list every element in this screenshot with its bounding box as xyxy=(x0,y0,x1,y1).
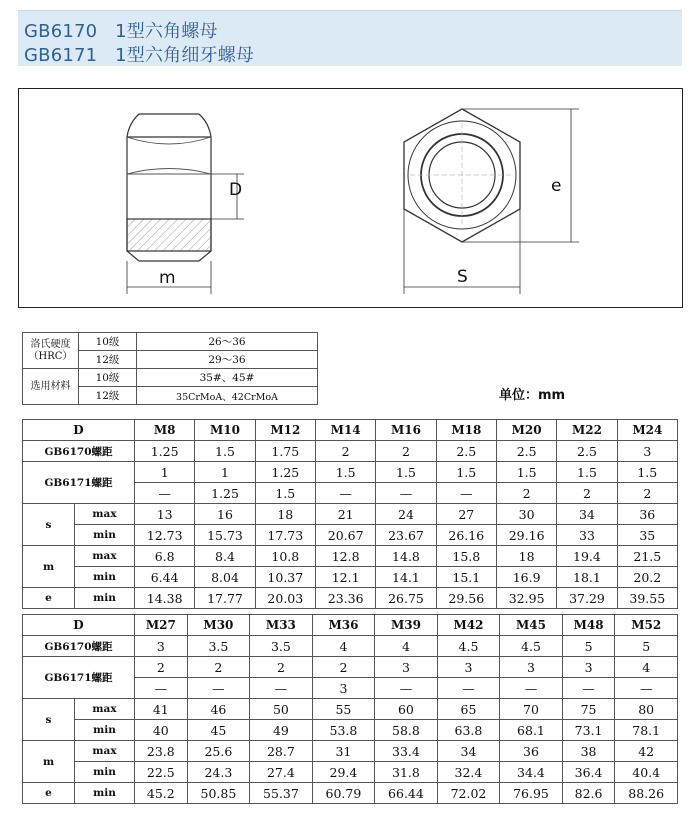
table-cell: 1.5 xyxy=(617,462,677,483)
table-cell: 2.5 xyxy=(436,441,496,462)
table-cell: 42 xyxy=(615,741,678,762)
material-value: 35#、45# xyxy=(137,369,318,387)
table-cell: 2 xyxy=(187,657,250,678)
table-cell: 40 xyxy=(135,720,188,741)
table-cell: 35 xyxy=(617,525,677,546)
group-label: s xyxy=(23,699,75,741)
table-cell: 12.73 xyxy=(135,525,195,546)
table-cell: 3 xyxy=(437,657,500,678)
table-cell: 1.25 xyxy=(195,483,255,504)
table-cell: 4 xyxy=(375,636,438,657)
hardness-label: 洛氏硬度 （HRC） xyxy=(23,333,79,369)
table-row xyxy=(23,636,678,657)
table-cell: 3 xyxy=(375,657,438,678)
group-label: m xyxy=(23,741,75,783)
table-cell: 27 xyxy=(436,504,496,525)
table-cell: — xyxy=(375,678,438,699)
table-cell: — xyxy=(376,483,436,504)
table-cell: 23.67 xyxy=(376,525,436,546)
table-cell: 21.5 xyxy=(617,546,677,567)
table-cell: 75 xyxy=(562,699,615,720)
table-cell: 50 xyxy=(250,699,313,720)
table-cell: 82.6 xyxy=(562,783,615,804)
table-cell: 15.73 xyxy=(195,525,255,546)
nut-side-view xyxy=(127,114,244,294)
table-cell: 3 xyxy=(617,441,677,462)
table-cell: 78.1 xyxy=(615,720,678,741)
table-cell: 33.4 xyxy=(375,741,438,762)
table-cell: 18.1 xyxy=(557,567,617,588)
table-cell: 17.77 xyxy=(195,588,255,609)
table-cell: 28.7 xyxy=(250,741,313,762)
table-cell: 14.38 xyxy=(135,588,195,609)
table-cell: 3 xyxy=(562,657,615,678)
table-cell: — xyxy=(437,678,500,699)
table-cell: 41 xyxy=(135,699,188,720)
table-cell: 27.4 xyxy=(250,762,313,783)
table-cell: 1.5 xyxy=(376,462,436,483)
sub-label: max xyxy=(75,504,135,525)
table-cell: 2.5 xyxy=(557,441,617,462)
table-cell: 70 xyxy=(500,699,563,720)
nut-top-view xyxy=(404,109,579,294)
table-row xyxy=(23,720,678,741)
sub-label: max xyxy=(75,699,135,720)
table-cell: — xyxy=(562,678,615,699)
table-row xyxy=(23,504,678,525)
table-cell: 32.4 xyxy=(437,762,500,783)
size-header: M14 xyxy=(315,420,375,441)
table-cell: 36 xyxy=(500,741,563,762)
size-header: M36 xyxy=(312,615,375,636)
table-cell: 1.25 xyxy=(135,441,195,462)
table-cell: 45.2 xyxy=(135,783,188,804)
table-cell: 4 xyxy=(615,657,678,678)
size-header: M8 xyxy=(135,420,195,441)
table-cell: 14.1 xyxy=(376,567,436,588)
grade-cell: 12级 xyxy=(79,387,137,405)
material-value: 35CrMoA、42CrMoA xyxy=(137,387,318,405)
table-cell: 1.75 xyxy=(255,441,315,462)
table-cell: 1.5 xyxy=(195,441,255,462)
table-cell: 33 xyxy=(557,525,617,546)
table-cell: 10.8 xyxy=(255,546,315,567)
table-cell: — xyxy=(615,678,678,699)
table-row xyxy=(23,525,678,546)
label-D: D xyxy=(229,180,243,200)
table-cell: 36.4 xyxy=(562,762,615,783)
size-header: M45 xyxy=(500,615,563,636)
table-cell: 3.5 xyxy=(187,636,250,657)
label-m: m xyxy=(159,268,176,288)
label-e: e xyxy=(551,176,562,196)
table-cell: 22.5 xyxy=(135,762,188,783)
group-label: s xyxy=(23,504,75,546)
size-header: M48 xyxy=(562,615,615,636)
table-cell: 63.8 xyxy=(437,720,500,741)
grade-cell: 12级 xyxy=(79,351,137,369)
table-cell: 23.8 xyxy=(135,741,188,762)
table-cell: 66.44 xyxy=(375,783,438,804)
title-band xyxy=(18,10,682,66)
grade-cell: 10级 xyxy=(79,369,137,387)
table-cell: 12.1 xyxy=(315,567,375,588)
sub-label: min xyxy=(75,720,135,741)
label-S: S xyxy=(457,267,468,287)
table-row xyxy=(23,657,678,678)
title-gb6170: GB6170 1型六角螺母 xyxy=(24,21,218,42)
properties-table xyxy=(22,332,318,405)
table-cell: 29.4 xyxy=(312,762,375,783)
table-cell: 53.8 xyxy=(312,720,375,741)
table-cell: 2 xyxy=(135,657,188,678)
table-cell: 8.04 xyxy=(195,567,255,588)
table-cell: 1.25 xyxy=(255,462,315,483)
table-cell: 19.4 xyxy=(557,546,617,567)
sub-label: max xyxy=(75,546,135,567)
table-cell: 46 xyxy=(187,699,250,720)
size-header: M30 xyxy=(187,615,250,636)
table-cell: 34 xyxy=(557,504,617,525)
title-gb6171: GB6171 1型六角细牙螺母 xyxy=(24,45,255,66)
table-cell: — xyxy=(135,678,188,699)
table-cell: 2.5 xyxy=(496,441,556,462)
table-cell: 32.95 xyxy=(496,588,556,609)
table-cell: 34 xyxy=(437,741,500,762)
sub-label: max xyxy=(75,741,135,762)
table-cell: 20.67 xyxy=(315,525,375,546)
row-label: GB6171螺距 xyxy=(23,462,135,504)
table-cell: 31.8 xyxy=(375,762,438,783)
table-cell: 2 xyxy=(617,483,677,504)
table-cell: 2 xyxy=(315,441,375,462)
table-row xyxy=(23,783,678,804)
table-cell: 80 xyxy=(615,699,678,720)
table-cell: 20.03 xyxy=(255,588,315,609)
table-cell: 1.5 xyxy=(557,462,617,483)
table-cell: 1.5 xyxy=(255,483,315,504)
table-cell: 8.4 xyxy=(195,546,255,567)
table-cell: 29.16 xyxy=(496,525,556,546)
table-cell: 25.6 xyxy=(187,741,250,762)
table-cell: 16.9 xyxy=(496,567,556,588)
table-cell: 13 xyxy=(135,504,195,525)
table-cell: 26.16 xyxy=(436,525,496,546)
table-cell: 6.8 xyxy=(135,546,195,567)
dimension-table-2 xyxy=(22,614,678,804)
technical-drawing xyxy=(18,88,683,308)
table-cell: 21 xyxy=(315,504,375,525)
table-cell: 29.56 xyxy=(436,588,496,609)
table-cell: 16 xyxy=(195,504,255,525)
table-cell: 38 xyxy=(562,741,615,762)
table-cell: 1.5 xyxy=(436,462,496,483)
size-header-label: D xyxy=(23,615,135,636)
table-row xyxy=(23,567,678,588)
table-cell: 3 xyxy=(312,678,375,699)
table-cell: 30 xyxy=(496,504,556,525)
group-label: e xyxy=(23,588,75,609)
table-cell: 1 xyxy=(195,462,255,483)
hardness-value: 29～36 xyxy=(137,351,318,369)
table-cell: 4.5 xyxy=(500,636,563,657)
table-row xyxy=(23,615,678,636)
table-cell: 2 xyxy=(376,441,436,462)
table-cell: 4.5 xyxy=(437,636,500,657)
table-cell: 88.26 xyxy=(615,783,678,804)
row-label: GB6170螺距 xyxy=(23,441,135,462)
table-cell: 17.73 xyxy=(255,525,315,546)
table-cell: 18 xyxy=(496,546,556,567)
table-cell: 1 xyxy=(135,462,195,483)
table-row xyxy=(23,546,678,567)
sub-label: min xyxy=(75,567,135,588)
size-header: M52 xyxy=(615,615,678,636)
table-cell: 37.29 xyxy=(557,588,617,609)
table-cell: 3 xyxy=(500,657,563,678)
table-row xyxy=(23,741,678,762)
table-cell: — xyxy=(500,678,563,699)
size-header-label: D xyxy=(23,420,135,441)
table-cell: 4 xyxy=(312,636,375,657)
sub-label: min xyxy=(75,762,135,783)
table-cell: 73.1 xyxy=(562,720,615,741)
table-cell: 14.8 xyxy=(376,546,436,567)
table-cell: 15.8 xyxy=(436,546,496,567)
table-cell: 12.8 xyxy=(315,546,375,567)
row-label: GB6171螺距 xyxy=(23,657,135,699)
size-header: M27 xyxy=(135,615,188,636)
table-cell: 1.5 xyxy=(496,462,556,483)
table-cell: 36 xyxy=(617,504,677,525)
table-cell: 1.5 xyxy=(315,462,375,483)
group-label: m xyxy=(23,546,75,588)
table-cell: 5 xyxy=(615,636,678,657)
table-cell: 34.4 xyxy=(500,762,563,783)
size-header: M24 xyxy=(617,420,677,441)
unit-label: 单位：mm xyxy=(499,388,566,403)
row-label: GB6170螺距 xyxy=(23,636,135,657)
table-cell: 24.3 xyxy=(187,762,250,783)
size-header: M33 xyxy=(250,615,313,636)
table-cell: 2 xyxy=(557,483,617,504)
table-cell: 55 xyxy=(312,699,375,720)
table-cell: 49 xyxy=(250,720,313,741)
table-cell: — xyxy=(135,483,195,504)
table-cell: 26.75 xyxy=(376,588,436,609)
table-cell: 15.1 xyxy=(436,567,496,588)
table-row xyxy=(23,588,678,609)
table-cell: 58.8 xyxy=(375,720,438,741)
table-row xyxy=(23,420,678,441)
table-cell: 60 xyxy=(375,699,438,720)
table-cell: 60.79 xyxy=(312,783,375,804)
table-cell: 3.5 xyxy=(250,636,313,657)
table-row xyxy=(23,699,678,720)
table-cell: 24 xyxy=(376,504,436,525)
table-row xyxy=(23,762,678,783)
table-cell: 2 xyxy=(312,657,375,678)
dimension-table-1 xyxy=(22,419,678,609)
table-cell: 45 xyxy=(187,720,250,741)
table-cell: 2 xyxy=(250,657,313,678)
sub-label: min xyxy=(75,588,135,609)
table-cell: 3 xyxy=(135,636,188,657)
size-header: M20 xyxy=(496,420,556,441)
nut-drawing-svg xyxy=(19,89,682,307)
size-header: M39 xyxy=(375,615,438,636)
table-cell: 5 xyxy=(562,636,615,657)
table-cell: — xyxy=(187,678,250,699)
group-label: e xyxy=(23,783,75,804)
table-row xyxy=(23,441,678,462)
table-cell: 18 xyxy=(255,504,315,525)
table-cell: 10.37 xyxy=(255,567,315,588)
table-row xyxy=(23,462,678,483)
table-cell: 23.36 xyxy=(315,588,375,609)
sub-label: min xyxy=(75,525,135,546)
table-cell: 31 xyxy=(312,741,375,762)
table-cell: — xyxy=(250,678,313,699)
size-header: M16 xyxy=(376,420,436,441)
size-header: M22 xyxy=(557,420,617,441)
table-cell: 6.44 xyxy=(135,567,195,588)
size-header: M18 xyxy=(436,420,496,441)
table-cell: 39.55 xyxy=(617,588,677,609)
size-header: M12 xyxy=(255,420,315,441)
table-cell: 50.85 xyxy=(187,783,250,804)
table-cell: 40.4 xyxy=(615,762,678,783)
table-cell: 20.2 xyxy=(617,567,677,588)
size-header: M42 xyxy=(437,615,500,636)
table-cell: 55.37 xyxy=(250,783,313,804)
material-label: 选用材料 xyxy=(23,369,79,405)
table-cell: 68.1 xyxy=(500,720,563,741)
table-cell: 2 xyxy=(496,483,556,504)
hardness-value: 26～36 xyxy=(137,333,318,351)
table-cell: 72.02 xyxy=(437,783,500,804)
table-cell: 76.95 xyxy=(500,783,563,804)
grade-cell: 10级 xyxy=(79,333,137,351)
table-cell: — xyxy=(315,483,375,504)
sub-label: min xyxy=(75,783,135,804)
size-header: M10 xyxy=(195,420,255,441)
table-cell: — xyxy=(436,483,496,504)
table-cell: 65 xyxy=(437,699,500,720)
